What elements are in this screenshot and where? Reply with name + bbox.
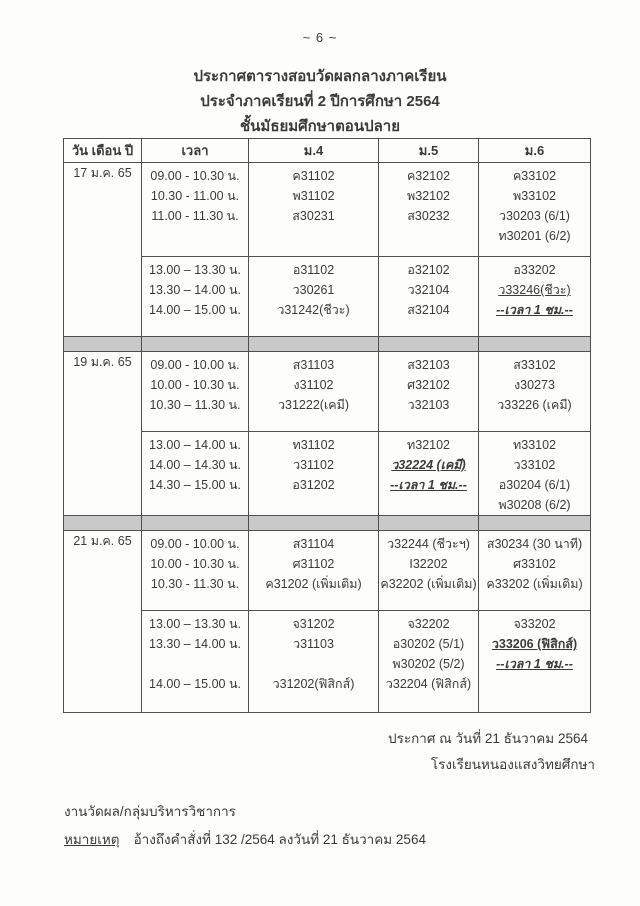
subject-cell-m6-line [479, 674, 590, 694]
header-cell-4: ม.6 [479, 139, 591, 163]
subject-cell-m4-line: ส31103 [292, 358, 335, 372]
subject-cell-m4-line: ค31102 [292, 169, 335, 183]
time-cell [142, 432, 249, 516]
time-cell [142, 257, 249, 337]
separator-cell [479, 516, 591, 531]
subject-cell-m6-line: ว33226 (เคมี) [497, 398, 572, 412]
table-row-block1-session1 [64, 163, 591, 257]
subject-cell-m4 [249, 163, 379, 257]
subject-cell-m4-line: ท31102 [292, 438, 335, 452]
time-cell-line: 14.00 – 15.00 น. [149, 677, 241, 691]
separator-cell [249, 337, 379, 352]
subject-cell-m6-line: พ30208 (6/2) [498, 498, 571, 512]
subject-cell-m4-line: ว31102 [293, 458, 334, 472]
subject-cell-m6 [479, 257, 591, 337]
subject-cell-m5-line: ค32202 (เพิ่มเติม) [380, 577, 477, 591]
subject-cell-m6-line: จ33202 [513, 617, 556, 631]
time-cell-line: 09.00 - 10.00 น. [150, 537, 240, 551]
time-cell-line: 13.30 – 14.00 น. [149, 283, 241, 297]
time-cell-line: 13.30 – 14.00 น. [149, 637, 241, 651]
subject-cell-m6-emphasized-text: ว33206 (ฟิสิกส์) [491, 637, 578, 651]
subject-cell-m4-line: ว30261 [292, 283, 335, 297]
subject-cell-m5-line: ค32102 [406, 169, 451, 183]
header-cell-3: ม.5 [379, 139, 479, 163]
announce-date-line: ประกาศ ณ วันที่ 21 ธันวาคม 2564 [388, 731, 588, 746]
subject-cell-m6-line [479, 300, 590, 320]
time-cell-line: 13.00 – 14.00 น. [149, 438, 241, 452]
subject-cell-m5-line: I32202 [409, 557, 448, 571]
subject-cell-m4-line: ว31222(เคมี) [278, 398, 349, 412]
subject-cell-m5 [379, 531, 479, 611]
time-cell [142, 352, 249, 432]
table-row-block3-session1 [64, 531, 591, 611]
page-number: ~ 6 ~ [302, 30, 338, 45]
subject-cell-m6 [479, 432, 591, 516]
subject-cell-m5-line [379, 455, 478, 475]
subject-cell-m5-line: ว32244 (ชีวะฯ) [387, 537, 470, 551]
doc-title-line2: ประจำภาคเรียนที่ 2 ปีการศึกษา 2564 [200, 93, 440, 110]
table-row-block2-session2 [64, 432, 591, 516]
time-cell-line: 10.30 - 11.00 น. [150, 189, 240, 203]
subject-cell-m4-line: ว31103 [293, 637, 334, 651]
time-cell-line: 13.00 – 13.30 น. [149, 617, 241, 631]
subject-cell-m6 [479, 531, 591, 611]
note-label: หมายเหตุ [64, 832, 120, 847]
subject-cell-m5-line: พ32102 [407, 189, 450, 203]
separator-row [64, 516, 591, 531]
exam-schedule-table [63, 138, 591, 713]
header-cell-2: ม.4 [249, 139, 379, 163]
subject-cell-m4-line: ส30231 [292, 209, 335, 223]
subject-cell-m4-line [249, 654, 378, 674]
subject-cell-m4 [249, 531, 379, 611]
subject-cell-m5-emphasized-text: --เวลา 1 ชม.-- [390, 478, 467, 492]
subject-cell-m6-line: ศ33102 [513, 557, 556, 571]
subject-cell-m5 [379, 611, 479, 713]
subject-cell-m6-line: ท33102 [513, 438, 556, 452]
subject-cell-m5-line: อ32102 [407, 263, 450, 277]
subject-cell-m5-line: ว32204 (ฟิสิกส์) [385, 677, 472, 691]
separator-cell [249, 516, 379, 531]
subject-cell-m6-line: ส30234 (30 นาที) [486, 537, 583, 551]
time-cell-line: 14.00 – 15.00 น. [149, 303, 241, 317]
subject-cell-m4 [249, 352, 379, 432]
time-cell-line [142, 654, 248, 674]
time-cell [142, 611, 249, 713]
subject-cell-m5 [379, 163, 479, 257]
time-cell-line: 10.00 - 10.30 น. [150, 378, 240, 392]
time-cell-line: 10.00 - 10.30 น. [150, 557, 240, 571]
subject-cell-m4-line: อ31202 [292, 478, 335, 492]
subject-cell-m6-line [479, 634, 590, 654]
subject-cell-m5-line: ส30232 [407, 209, 450, 223]
subject-cell-m6-line: ค33202 (เพิ่มเติม) [486, 577, 583, 591]
time-cell-line: 09.00 - 10.30 น. [150, 169, 240, 183]
subject-cell-m5-line: ท32102 [407, 438, 450, 452]
note-line [64, 828, 426, 850]
time-cell-line: 13.00 – 13.30 น. [149, 263, 241, 277]
separator-row [64, 337, 591, 352]
subject-cell-m6-line: ว30203 (6/1) [499, 209, 570, 223]
time-cell-line: 14.00 – 14.30 น. [149, 458, 241, 472]
subject-cell-m6 [479, 611, 591, 713]
date-cell: 17 ม.ค. 65 [64, 163, 142, 337]
time-cell-line: 11.00 - 11.30 น. [151, 209, 239, 223]
subject-cell-m5-line: ศ32102 [407, 378, 450, 392]
subject-cell-m6-line [479, 280, 590, 300]
subject-cell-m5-line: อ30202 (5/1) [392, 637, 465, 651]
table-header-row [64, 139, 591, 163]
school-name-line: โรงเรียนหนองแสงวิทยศึกษา [430, 757, 595, 772]
time-cell-line: 10.30 - 11.30 น. [150, 577, 240, 591]
subject-cell-m5-line: ส32104 [407, 303, 450, 317]
subject-cell-m4 [249, 432, 379, 516]
subject-cell-m4-line: ค31202 (เพิ่มเติม) [265, 577, 362, 591]
separator-cell [64, 516, 142, 531]
subject-cell-m6-line [479, 654, 590, 674]
separator-cell [142, 516, 249, 531]
time-cell-line: 09.00 - 10.00 น. [150, 358, 240, 372]
header-cell-1: เวลา [142, 139, 249, 163]
subject-cell-m6-line: อ30204 (6/1) [498, 478, 571, 492]
subject-cell-m5-line: พ30202 (5/2) [392, 657, 465, 671]
subject-cell-m4-line: พ31102 [292, 189, 335, 203]
header-cell-0: วัน เดือน ปี [64, 139, 142, 163]
time-cell [142, 531, 249, 611]
subject-cell-m4-line: ง31102 [293, 378, 334, 392]
subject-cell-m5 [379, 432, 479, 516]
subject-cell-m6 [479, 352, 591, 432]
subject-cell-m6-emphasized-text: --เวลา 1 ชม.-- [496, 657, 573, 671]
subject-cell-m6-emphasized-text: --เวลา 1 ชม.-- [496, 303, 573, 317]
time-cell [142, 163, 249, 257]
subject-cell-m5-line [379, 475, 478, 495]
subject-cell-m6-emphasized-text: ว33246(ชีวะ) [498, 283, 571, 297]
subject-cell-m5 [379, 352, 479, 432]
subject-cell-m6 [479, 163, 591, 257]
subject-cell-m6-line: อ33202 [513, 263, 556, 277]
separator-cell [64, 337, 142, 352]
time-cell-line: 14.30 – 15.00 น. [149, 478, 241, 492]
subject-cell-m4-line: ส31104 [292, 537, 335, 551]
subject-cell-m5 [379, 257, 479, 337]
separator-cell [479, 337, 591, 352]
subject-cell-m4-line: อ31102 [292, 263, 335, 277]
subject-cell-m5-emphasized-text: ว32224 (เคมี) [391, 458, 466, 472]
separator-cell [142, 337, 249, 352]
table-row-block1-session2 [64, 257, 591, 337]
subject-cell-m4-line: ศ31102 [292, 557, 335, 571]
subject-cell-m5-line: ว32103 [407, 398, 450, 412]
subject-cell-m5-line: ส32103 [407, 358, 450, 372]
time-cell-line: 10.30 – 11.30 น. [149, 398, 241, 412]
subject-cell-m4-line: จ31202 [292, 617, 335, 631]
subject-cell-m4 [249, 611, 379, 713]
separator-cell [379, 516, 479, 531]
subject-cell-m6-line: ว33102 [513, 458, 556, 472]
date-cell: 19 ม.ค. 65 [64, 352, 142, 516]
doc-title [0, 64, 640, 139]
subject-cell-m5-line: ว32104 [407, 283, 450, 297]
subject-cell-m6-line: พ33102 [513, 189, 556, 203]
subject-cell-m4 [249, 257, 379, 337]
table-row-block3-session2 [64, 611, 591, 713]
subject-cell-m6-line: ส33102 [513, 358, 556, 372]
doc-title-line3: ชั้นมัธยมศึกษาตอนปลาย [240, 118, 400, 135]
department-line: งานวัดผล/กลุ่มบริหารวิชาการ [64, 804, 236, 819]
subject-cell-m6-line: ง30273 [514, 378, 555, 392]
subject-cell-m4-line: ว31202(ฟิสิกส์) [272, 677, 355, 691]
note-text: อ้างถึงคำสั่งที่ 132 /2564 ลงวันที่ 21 ธันวาคม 2564 [133, 832, 426, 847]
subject-cell-m4-line: ว31242(ชีวะ) [277, 303, 350, 317]
separator-cell [379, 337, 479, 352]
table-row-block2-session1 [64, 352, 591, 432]
doc-title-line1: ประกาศตารางสอบวัดผลกลางภาคเรียน [193, 68, 447, 85]
subject-cell-m5-line: จ32202 [407, 617, 450, 631]
subject-cell-m6-line: ค33102 [512, 169, 557, 183]
subject-cell-m6-line: ท30201 (6/2) [498, 229, 571, 243]
date-cell: 21 ม.ค. 65 [64, 531, 142, 713]
